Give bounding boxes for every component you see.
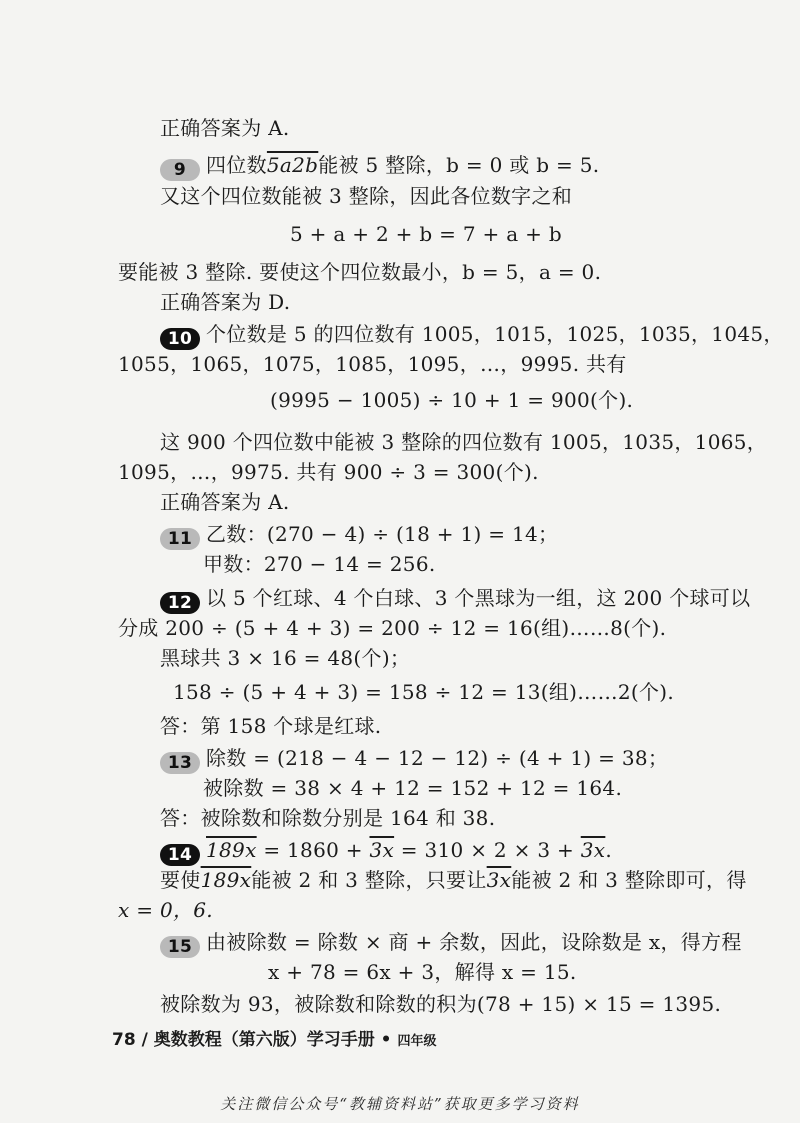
problem-14-line: 14 189x = 1860 + 3x = 310 × 2 × 3 + 3x. [160,836,612,866]
text-line: 被除数 = 38 × 4 + 12 = 152 + 12 = 164. [203,776,623,800]
problem-13-line: 13 除数 = (218 − 4 − 12 − 12) ÷ (4 + 1) = 38； [160,744,668,774]
problem-number-badge: 15 [160,936,200,958]
footer-separator: / [141,1030,148,1050]
text-line: 甲数：270 − 14 = 256. [203,552,436,576]
formula-line: 5 + a + 2 + b = 7 + a + b [290,222,562,246]
answer-line: 正确答案为 D. [160,290,291,314]
text-line: 分成 200 ÷ (5 + 4 + 3) = 200 ÷ 12 = 16(组)……8(个). [118,616,667,640]
problem-10-line: 10 个位数是 5 的四位数有 1005，1015，1025，1035，1045， [160,320,784,350]
problem-number-badge: 12 [160,592,200,614]
problem-number-badge: 13 [160,752,200,774]
problem-11-line: 11 乙数：(270 − 4) ÷ (18 + 1) = 14； [160,520,558,550]
text-line: 1095，…，9975. 共有 900 ÷ 3 = 300(个). [118,460,539,484]
text-line: x = 0，6. [118,898,213,922]
text-line: 答：被除数和除数分别是 164 和 38. [160,806,496,830]
overline-number: 3x [369,838,395,862]
answer-line: 正确答案为 A. [160,116,290,140]
formula-line: 158 ÷ (5 + 4 + 3) = 158 ÷ 12 = 13(组)……2(个). [173,680,675,704]
text-line: 黑球共 3 × 16 = 48(个)； [160,646,411,670]
text-line: 要使189x能被 2 和 3 整除，只要让3x能被 2 和 3 整除即可，得 [160,868,747,892]
overline-number: 3x [486,868,512,892]
text-line: 答：第 158 个球是红球. [160,714,382,738]
page-number: 78 [112,1030,136,1050]
overline-number: 5a2b [266,153,319,177]
text-line: 这 900 个四位数中能被 3 整除的四位数有 1005，1035，1065， [160,430,768,454]
text-line: 1055，1065，1075，1085，1095，…，9995. 共有 [118,352,627,376]
problem-12-line: 12 以 5 个红球、4 个白球、3 个黑球为一组，这 200 个球可以 [160,584,750,614]
overline-number: 189x [206,838,257,862]
answer-line: 正确答案为 A. [160,490,290,514]
problem-9-line: 9 四位数5a2b能被 5 整除，b = 0 或 b = 5. [160,151,599,181]
book-title: 奥数教程（第六版）学习手册 [153,1030,375,1050]
problem-number-badge: 9 [160,159,200,181]
overline-number: 189x [200,868,252,892]
watermark-text: 关注微信公众号“教辅资料站”获取更多学习资料 [220,1095,580,1113]
grade-label: 四年级 [397,1034,437,1049]
text-line: 又这个四位数能被 3 整除，因此各位数字之和 [160,184,573,208]
formula-line: (9995 − 1005) ÷ 10 + 1 = 900(个). [270,388,634,412]
text-line: 被除数为 93，被除数和除数的积为(78 + 15) × 15 = 1395. [160,992,722,1016]
problem-number-badge: 14 [160,844,200,866]
text-line: 要能被 3 整除. 要使这个四位数最小，b = 5，a = 0. [118,260,602,284]
page-footer [112,1028,436,1054]
problem-number-badge: 11 [160,528,200,550]
problem-15-line: 15 由被除数 = 除数 × 商 + 余数，因此，设除数是 x，得方程 [160,928,742,958]
overline-number: 3x [580,838,606,862]
formula-line: x + 78 = 6x + 3，解得 x = 15. [268,960,577,984]
problem-number-badge: 10 [160,328,200,350]
footer-dot: • [380,1030,392,1050]
